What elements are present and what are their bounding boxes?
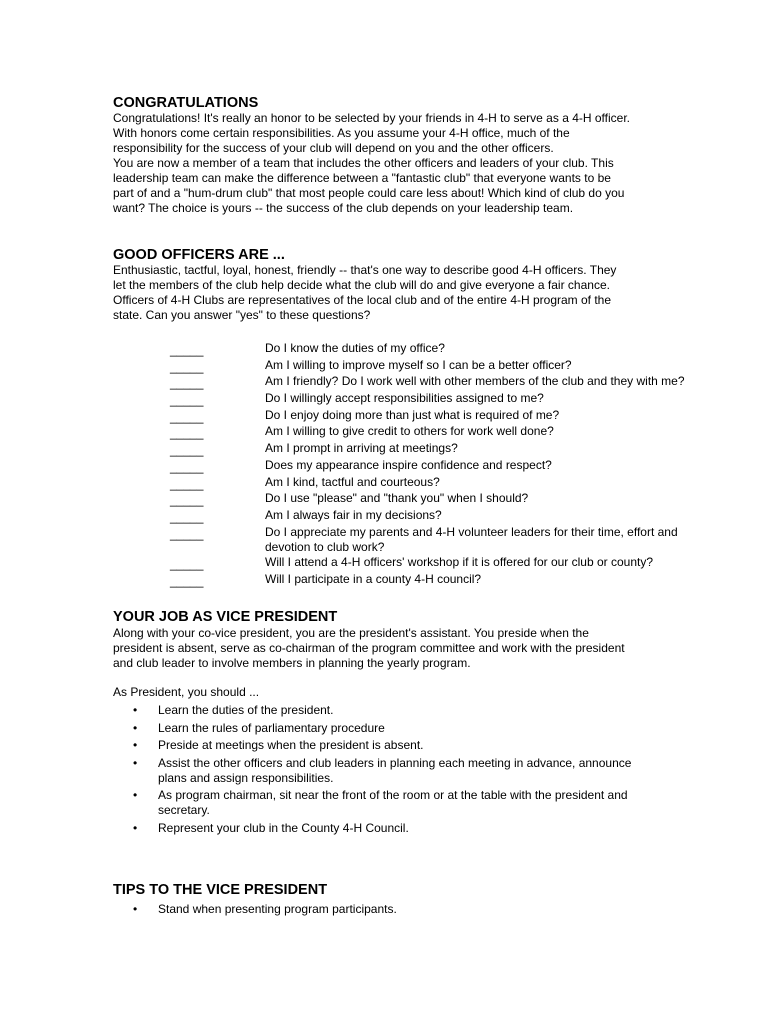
question-text bbox=[265, 391, 725, 406]
question-text bbox=[265, 525, 725, 555]
question-line: Do I enjoy doing more than just what is required of me? bbox=[265, 407, 560, 422]
tips-heading: TIPS TO THE VICE PRESIDENT bbox=[113, 882, 328, 898]
question-line: Do I willingly accept responsibilities assigned to me? bbox=[265, 391, 544, 406]
paragraph-line: part of and a "hum-drum club" that most people could care less about! Which kind of club do you bbox=[113, 186, 625, 200]
congratulations-paragraph bbox=[113, 111, 713, 216]
question-row bbox=[0, 555, 770, 570]
bullet-line: Assist the other officers and club leaders in planning each meeting in advance, announce bbox=[158, 755, 632, 770]
self-check-question-list bbox=[0, 341, 770, 588]
question-line: Am I willing to give credit to others for work well done? bbox=[265, 424, 554, 439]
vice-president-duties-list bbox=[0, 703, 770, 838]
paragraph-line: Congratulations! It's really an honor to be selected by your friends in 4-H to serve as a 4-H officer. bbox=[113, 111, 631, 125]
answer-blank: _____ bbox=[170, 573, 204, 588]
bullet-item bbox=[0, 902, 770, 917]
bullet-item bbox=[0, 738, 770, 753]
paragraph-line: You are now a member of a team that includes the other officers and leaders of your club. This bbox=[113, 156, 614, 170]
question-text bbox=[265, 491, 725, 506]
question-line: Am I willing to improve myself so I can be a better officer? bbox=[265, 357, 572, 372]
paragraph-line: Enthusiastic, tactful, loyal, honest, friendly -- that's one way to describe good 4-H officers. They bbox=[113, 263, 617, 277]
paragraph-line: Along with your co-vice president, you are the president's assistant. You preside when the bbox=[113, 626, 589, 640]
question-line: Am I friendly? Do I work well with other members of the club and they with me? bbox=[265, 374, 685, 389]
answer-blank: _____ bbox=[170, 557, 204, 572]
question-row bbox=[0, 424, 770, 439]
bullet-text bbox=[158, 721, 678, 736]
question-row bbox=[0, 525, 770, 555]
president-should-intro bbox=[113, 685, 713, 700]
question-row bbox=[0, 358, 770, 373]
bullet-item bbox=[0, 821, 770, 836]
answer-blank: _____ bbox=[170, 443, 204, 458]
question-line: devotion to club work? bbox=[265, 539, 385, 554]
question-line: Am I always fair in my decisions? bbox=[265, 507, 442, 522]
paragraph-line: responsibility for the success of your club will depend on you and the other officers. bbox=[113, 141, 554, 155]
bullet-item bbox=[0, 703, 770, 718]
question-text bbox=[265, 358, 725, 373]
answer-blank: _____ bbox=[170, 509, 204, 524]
bullet-item bbox=[0, 756, 770, 786]
answer-blank: _____ bbox=[170, 359, 204, 374]
answer-blank: _____ bbox=[170, 393, 204, 408]
answer-blank: _____ bbox=[170, 526, 204, 541]
vice-president-job-paragraph bbox=[113, 626, 713, 671]
question-text bbox=[265, 441, 725, 456]
bullet-line: Learn the rules of parliamentary procedure bbox=[158, 720, 385, 735]
answer-blank: _____ bbox=[170, 376, 204, 391]
bullet-text bbox=[158, 756, 678, 786]
answer-blank: _____ bbox=[170, 493, 204, 508]
vice-president-job-heading: YOUR JOB AS VICE PRESIDENT bbox=[113, 609, 338, 625]
bullet-dot-icon: • bbox=[133, 703, 138, 717]
question-line: Will I participate in a county 4-H council? bbox=[265, 571, 482, 586]
question-text bbox=[265, 572, 725, 587]
answer-blank: _____ bbox=[170, 459, 204, 474]
congratulations-heading: CONGRATULATIONS bbox=[113, 95, 259, 111]
answer-blank: _____ bbox=[170, 476, 204, 491]
bullet-line: Represent your club in the County 4-H Council. bbox=[158, 820, 409, 835]
bullet-text bbox=[158, 703, 678, 718]
answer-blank: _____ bbox=[170, 426, 204, 441]
question-row bbox=[0, 408, 770, 423]
bullet-dot-icon: • bbox=[133, 820, 138, 835]
good-officers-paragraph bbox=[113, 263, 713, 323]
paragraph-line: Officers of 4-H Clubs are representatives of the local club and of the entire 4-H program of the bbox=[113, 293, 612, 307]
paragraph-line: want? The choice is yours -- the success of the club depends on your leadership team. bbox=[113, 201, 574, 215]
intro-line: As President, you should ... bbox=[113, 685, 260, 699]
question-line: Will I attend a 4-H officers' workshop if it is offered for our club or county? bbox=[265, 555, 654, 570]
question-row bbox=[0, 441, 770, 456]
paragraph-line: leadership team can make the difference between a "fantastic club" that everyone wants to be bbox=[113, 171, 611, 185]
question-line: Am I prompt in arriving at meetings? bbox=[265, 441, 458, 456]
bullet-text bbox=[158, 738, 678, 753]
question-line: Do I appreciate my parents and 4-H volunteer leaders for their time, effort and bbox=[265, 524, 678, 539]
question-row bbox=[0, 391, 770, 406]
question-line: Do I use "please" and "thank you" when I should? bbox=[265, 491, 529, 506]
bullet-text bbox=[158, 902, 678, 917]
good-officers-heading: GOOD OFFICERS ARE ... bbox=[113, 247, 285, 263]
question-row bbox=[0, 508, 770, 523]
question-line: Does my appearance inspire confidence and respect? bbox=[265, 457, 552, 472]
question-text bbox=[265, 508, 725, 523]
bullet-dot-icon: • bbox=[133, 755, 138, 770]
question-text bbox=[265, 458, 725, 473]
question-text bbox=[265, 475, 725, 490]
tips-list bbox=[0, 902, 770, 920]
question-row bbox=[0, 475, 770, 490]
question-row bbox=[0, 341, 770, 356]
bullet-line: secretary. bbox=[158, 803, 210, 817]
bullet-line: plans and assign responsibilities. bbox=[158, 770, 334, 785]
paragraph-line: and club leader to involve members in planning the yearly program. bbox=[113, 656, 471, 670]
bullet-text bbox=[158, 788, 678, 818]
bullet-dot-icon: • bbox=[133, 720, 138, 735]
question-text bbox=[265, 555, 725, 570]
bullet-line: Learn the duties of the president. bbox=[158, 703, 334, 717]
question-text bbox=[265, 341, 725, 356]
question-row bbox=[0, 491, 770, 506]
paragraph-line: president is absent, serve as co-chairman of the program committee and work with the president bbox=[113, 641, 625, 655]
question-row bbox=[0, 572, 770, 587]
bullet-line: Stand when presenting program participants. bbox=[158, 902, 397, 916]
bullet-dot-icon: • bbox=[133, 788, 138, 802]
bullet-line: As program chairman, sit near the front of the room or at the table with the president and bbox=[158, 788, 628, 802]
question-row bbox=[0, 374, 770, 389]
question-text bbox=[265, 424, 725, 439]
question-text bbox=[265, 408, 725, 423]
paragraph-line: With honors come certain responsibilities. As you assume your 4-H office, much of the bbox=[113, 126, 570, 140]
paragraph-line: let the members of the club help decide what the club will do and give everyone a fair chance. bbox=[113, 278, 610, 292]
paragraph-line: state. Can you answer "yes" to these questions? bbox=[113, 308, 371, 322]
bullet-text bbox=[158, 821, 678, 836]
question-text bbox=[265, 374, 725, 389]
question-line: Do I know the duties of my office? bbox=[265, 341, 445, 355]
bullet-item bbox=[0, 788, 770, 818]
bullet-item bbox=[0, 721, 770, 736]
question-row bbox=[0, 458, 770, 473]
answer-blank: _____ bbox=[170, 343, 204, 357]
bullet-line: Preside at meetings when the president is absent. bbox=[158, 738, 424, 752]
bullet-dot-icon: • bbox=[133, 902, 138, 916]
question-line: Am I kind, tactful and courteous? bbox=[265, 474, 440, 489]
answer-blank: _____ bbox=[170, 409, 204, 424]
bullet-dot-icon: • bbox=[133, 738, 138, 752]
